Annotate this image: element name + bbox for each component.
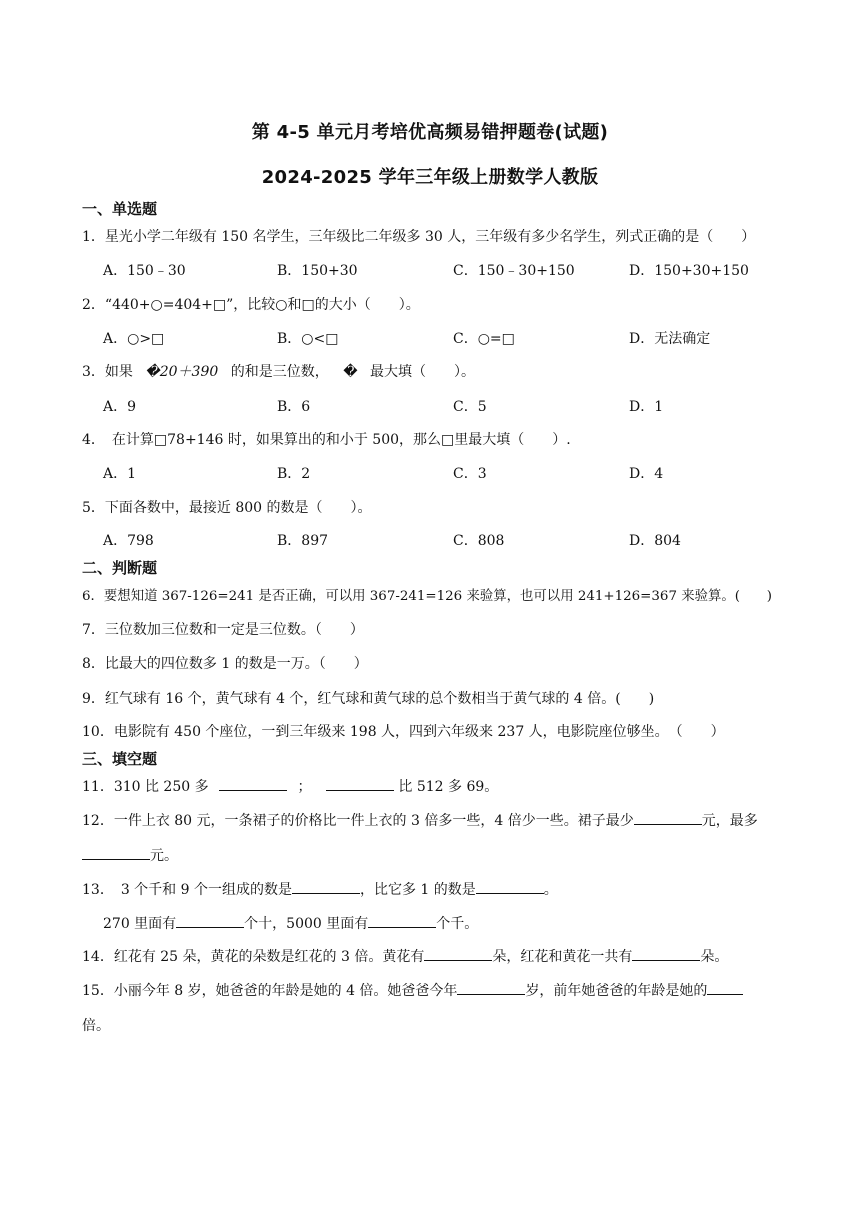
question-13-text-a: 13． 3 个千和 9 个一组成的数是 bbox=[82, 882, 292, 898]
option-b: B．2 bbox=[277, 466, 311, 482]
question-12-text-a: 12．一件上衣 80 元，一条裙子的价格比一件上衣的 3 倍多一些，4 倍少一些。裙子最少 bbox=[82, 813, 634, 829]
answer-blank[interactable] bbox=[176, 913, 244, 928]
question-14 bbox=[82, 946, 814, 966]
question-7: 7．三位数加三位数和一定是三位数。（ ） bbox=[82, 622, 364, 638]
question-15 bbox=[82, 980, 814, 1000]
question-14-text-c: 朵。 bbox=[700, 949, 729, 965]
exam-title: 第 4-5 单元月考培优高频易错押题卷(试题) bbox=[251, 122, 609, 143]
question-10: 10．电影院有 450 个座位，一到三年级来 198 人，四到六年级来 237 人，电影院座位够坐。 （ ） bbox=[82, 724, 725, 740]
question-14-text-a: 14．红花有 25 朵，黄花的朵数是红花的 3 倍。黄花有 bbox=[82, 949, 425, 965]
option-a: A．1 bbox=[103, 466, 137, 482]
question-13-text-c: 。 bbox=[543, 882, 558, 898]
answer-blank[interactable] bbox=[292, 879, 360, 894]
option-d: D．804 bbox=[629, 533, 681, 549]
question-11-text-a: 11．310 比 250 多 bbox=[82, 779, 209, 795]
question-6: 6．要想知道 367-126=241 是否正确，可以用 367-241=126 来验算，也可以用 241+126=367 来验算。( ) bbox=[82, 589, 773, 604]
question-13 bbox=[82, 879, 814, 899]
option-a: A．798 bbox=[103, 533, 154, 549]
question-12-text-b: 元，最多 bbox=[701, 813, 758, 829]
option-d: D．4 bbox=[629, 466, 664, 482]
exam-subtitle: 2024-2025 学年三年级上册数学人教版 bbox=[261, 167, 599, 188]
option-b: B．897 bbox=[277, 533, 329, 549]
question-4: 4． 在计算□78+146 时，如果算出的和小于 500，那么□里最大填（ ）. bbox=[82, 432, 571, 448]
question-3-middle: 的和是三位数， bbox=[230, 364, 329, 380]
question-3 bbox=[82, 361, 814, 381]
answer-blank[interactable] bbox=[326, 776, 394, 791]
section-heading-single-choice: 一、单选题 bbox=[82, 200, 158, 218]
question-12-cont bbox=[82, 845, 814, 865]
question-15-text-b: 岁，前年她爸爸的年龄是她的 bbox=[525, 983, 708, 999]
answer-blank[interactable] bbox=[82, 845, 150, 860]
question-13-text-e: 个十，5000 里面有 bbox=[244, 916, 369, 932]
option-a: A．○>□ bbox=[103, 331, 165, 347]
question-13-text-d: 270 里面有 bbox=[103, 916, 177, 932]
question-11 bbox=[82, 776, 814, 796]
option-b: B．150+30 bbox=[277, 263, 358, 279]
question-11-text-c: 比 512 多 69。 bbox=[398, 779, 499, 795]
question-12 bbox=[82, 810, 814, 830]
option-d: D．150+30+150 bbox=[629, 263, 749, 279]
option-b: B．○<□ bbox=[277, 331, 339, 347]
question-9: 9．红气球有 16 个，黄气球有 4 个，红气球和黄气球的总个数相当于黄气球的 4 倍。( ) bbox=[82, 691, 655, 707]
question-12-text-c: 元。 bbox=[150, 848, 178, 864]
option-c: C．808 bbox=[453, 533, 505, 549]
answer-blank[interactable] bbox=[457, 980, 525, 995]
answer-blank[interactable] bbox=[219, 776, 287, 791]
answer-blank[interactable] bbox=[632, 946, 700, 961]
option-a: A．9 bbox=[103, 399, 137, 415]
question-3-suffix: 最大填（ ）。 bbox=[370, 364, 475, 380]
option-c: C．○=□ bbox=[453, 331, 515, 347]
option-c: C．3 bbox=[453, 466, 487, 482]
option-a: A．150﹣30 bbox=[103, 263, 186, 279]
option-d: D．1 bbox=[629, 399, 664, 415]
section-heading-true-false: 二、判断题 bbox=[82, 559, 158, 577]
question-2: 2．“440+○=404+□”，比较○和□的大小（ ）。 bbox=[82, 297, 420, 313]
answer-blank[interactable] bbox=[707, 980, 743, 995]
question-3-prefix: 3．如果 bbox=[82, 364, 133, 380]
question-13-part-2 bbox=[103, 913, 835, 933]
question-15-text-a: 15．小丽今年 8 岁，她爸爸的年龄是她的 4 倍。她爸爸今年 bbox=[82, 983, 458, 999]
question-15-cont: 倍。 bbox=[82, 1018, 110, 1034]
option-b: B．6 bbox=[277, 399, 311, 415]
question-1: 1．星光小学二年级有 150 名学生，三年级比二年级多 30 人，三年级有多少名学生，列式正确的是（ ） bbox=[82, 229, 756, 245]
question-11-text-b: ； bbox=[297, 779, 312, 795]
answer-blank[interactable] bbox=[476, 879, 544, 894]
question-3-expression: �20＋390 bbox=[145, 364, 219, 380]
answer-blank[interactable] bbox=[424, 946, 492, 961]
option-c: C．5 bbox=[453, 399, 487, 415]
answer-blank[interactable] bbox=[368, 913, 436, 928]
section-heading-fill-blank: 三、填空题 bbox=[82, 750, 158, 768]
answer-blank[interactable] bbox=[634, 810, 702, 825]
question-3-glyph: � bbox=[343, 364, 358, 380]
question-8: 8．比最大的四位数多 1 的数是一万。（ ） bbox=[82, 656, 368, 672]
option-d: D．无法确定 bbox=[629, 331, 711, 347]
question-13-text-f: 个千。 bbox=[436, 916, 479, 932]
question-5: 5．下面各数中，最接近 800 的数是（ ）。 bbox=[82, 500, 372, 516]
option-c: C．150﹣30+150 bbox=[453, 263, 575, 279]
question-14-text-b: 朵，红花和黄花一共有 bbox=[492, 949, 633, 965]
question-13-text-b: ，比它多 1 的数是 bbox=[359, 882, 476, 898]
